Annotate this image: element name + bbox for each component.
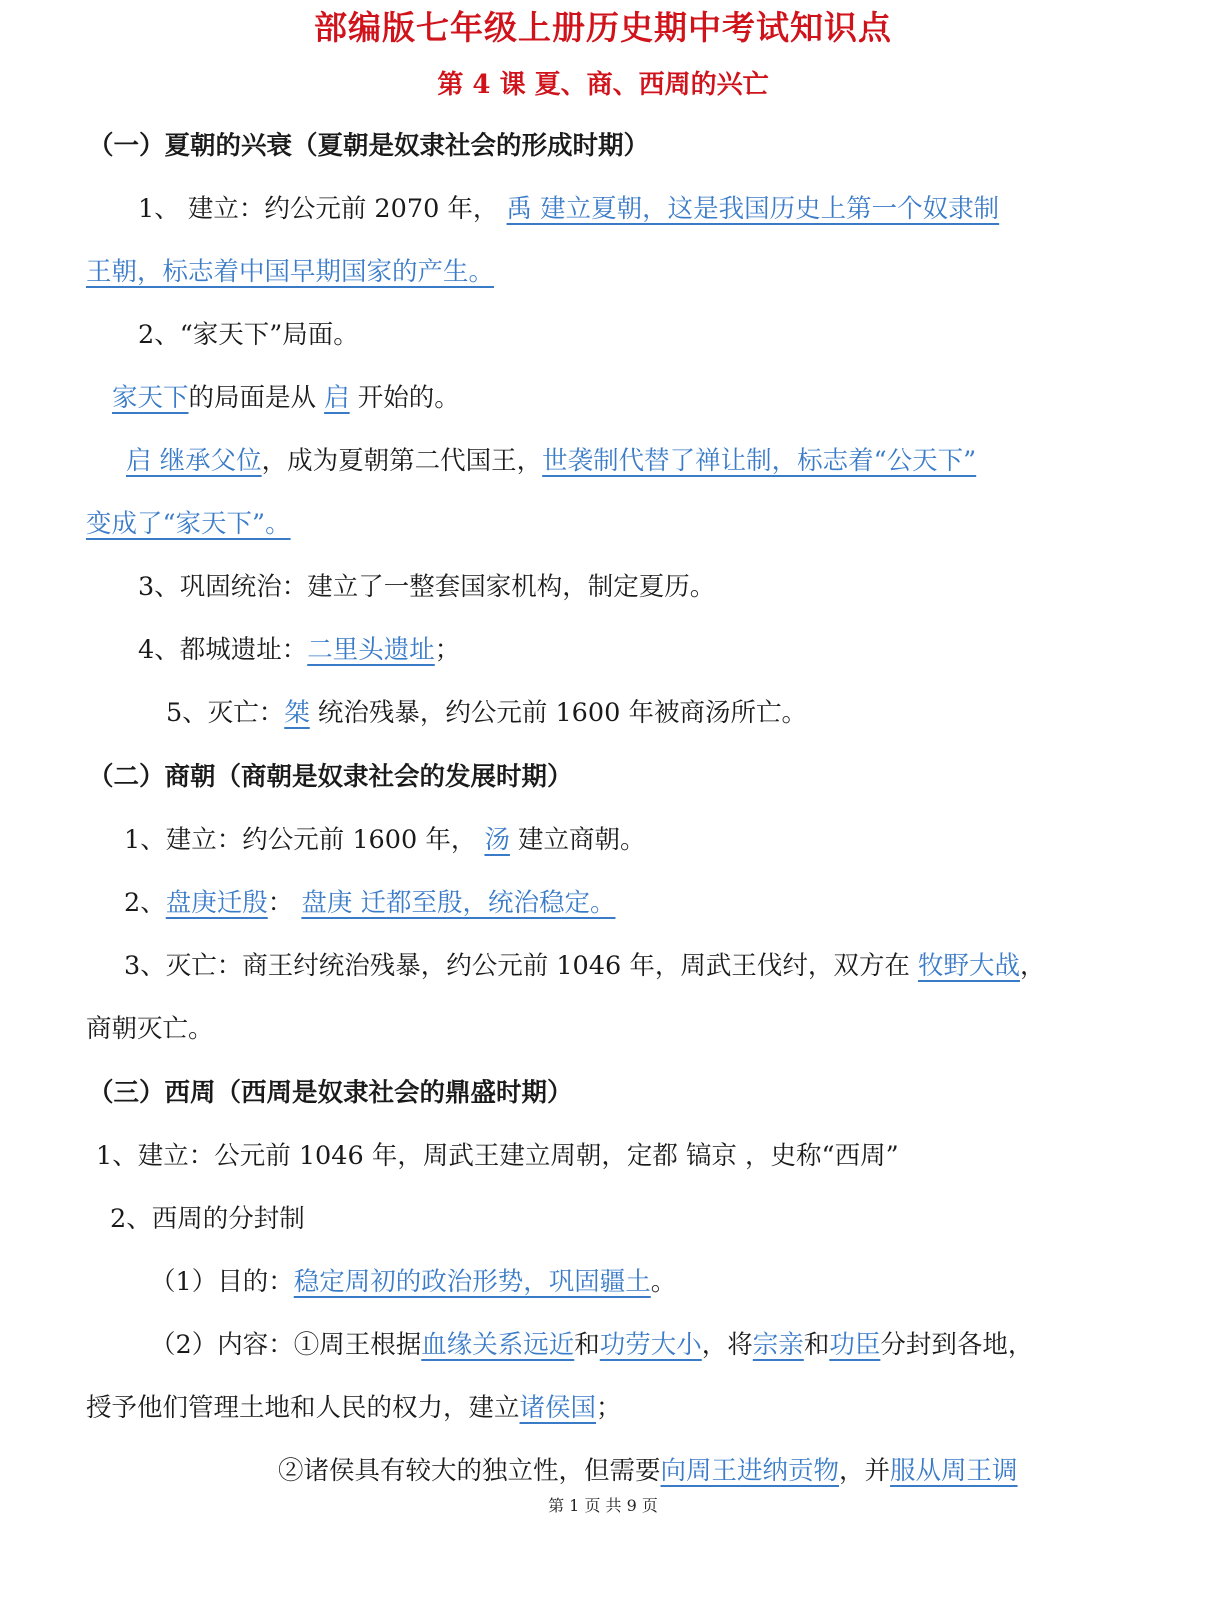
text: 和	[574, 1330, 600, 1360]
section-heading-xizhou: （三）西周（西周是奴隶社会的鼎盛时期）	[88, 1078, 573, 1108]
underlined-answer: 汤	[484, 825, 510, 855]
xia-point-2-detail-2	[126, 445, 976, 477]
underlined-answer: 启 继承父位	[126, 446, 262, 476]
text: 5、灭亡：	[166, 698, 285, 728]
text: 1、 建立：约公元前 2070 年，	[138, 194, 499, 224]
xia-point-5	[166, 697, 807, 729]
shang-point-1	[124, 824, 646, 856]
underlined-answer: 宗亲	[752, 1330, 804, 1360]
text: 4、都城遗址：	[138, 635, 308, 665]
text: 的局面是从	[188, 383, 325, 413]
underlined-answer: 启	[324, 383, 350, 413]
xia-point-4	[138, 634, 460, 666]
text: 开始的。	[349, 383, 460, 413]
text: （1）目的：	[150, 1267, 294, 1297]
text: 统治残暴，约公元前 1600 年被商汤所亡。	[309, 698, 807, 728]
xia-point-3: 3、巩固统治：建立了一整套国家机构，制定夏历。	[138, 572, 716, 602]
underlined-answer: 二里头遗址	[307, 635, 435, 665]
underlined-answer: 牧野大战	[917, 951, 1020, 981]
xizhou-content	[150, 1329, 1033, 1361]
xia-point-1-cont	[86, 256, 494, 288]
xizhou-point-2: 2、西周的分封制	[110, 1204, 305, 1234]
page-footer: 第 1 页 共 9 页	[548, 1496, 658, 1515]
xia-point-2-detail	[112, 382, 460, 414]
text: ，成为夏朝第二代国王，	[261, 446, 543, 476]
underlined-answer: 诸侯国	[519, 1393, 597, 1423]
text: 建立商朝。	[509, 825, 646, 855]
underlined-answer: 血缘关系远近	[421, 1330, 575, 1360]
document-title: 部编版七年级上册历史期中考试知识点	[314, 8, 892, 47]
xizhou-purpose	[150, 1266, 676, 1298]
xia-point-2-detail-2-cont	[86, 508, 291, 540]
underlined-answer: 盘庚 迁都至殷，统治稳定。	[301, 888, 616, 918]
underlined-answer: 服从周王调	[890, 1456, 1018, 1486]
text: （2）内容：①周王根据	[150, 1330, 422, 1360]
lesson-title: 第 4 课 夏、商、西周的兴亡	[437, 70, 769, 100]
xizhou-content-cont	[86, 1392, 622, 1424]
section-heading-shang: （二）商朝（商朝是奴隶社会的发展时期）	[88, 762, 573, 792]
xizhou-content-2	[278, 1455, 1018, 1487]
underlined-answer: 稳定周初的政治形势，巩固疆土	[293, 1267, 651, 1297]
text: ：	[267, 888, 302, 918]
section-heading-xia: （一）夏朝的兴衰（夏朝是奴隶社会的形成时期）	[88, 131, 650, 161]
shang-point-3-cont: 商朝灭亡。	[86, 1014, 214, 1044]
text: 1、建立：约公元前 1600 年，	[124, 825, 485, 855]
text: 3、灭亡：商王纣统治残暴，约公元前 1046 年，周武王伐纣，双方在	[124, 951, 918, 981]
text: ；	[434, 635, 461, 665]
text: ，	[1019, 951, 1046, 981]
underlined-answer: 世袭制代替了禅让制，标志着“公天下”	[542, 446, 977, 476]
text: ，并	[839, 1456, 891, 1486]
underlined-answer: 功臣	[829, 1330, 881, 1360]
text: 和	[803, 1330, 830, 1360]
underlined-answer: 家天下	[112, 383, 189, 413]
text: 。	[650, 1267, 677, 1297]
underlined-answer: 盘庚迁殷	[165, 888, 268, 918]
xizhou-point-1: 1、建立：公元前 1046 年，周武王建立周朝，定都 镐京 ，史称“西周”	[96, 1141, 899, 1171]
underlined-answer: 王朝，标志着中国早期国家的产生。	[86, 257, 495, 287]
text: 2、	[124, 888, 166, 918]
text: ②诸侯具有较大的独立性，但需要	[278, 1456, 661, 1486]
text: 分封到各地，	[880, 1330, 1034, 1360]
underlined-answer: 桀	[284, 698, 310, 728]
xia-point-2: 2、“家天下”局面。	[138, 320, 359, 350]
text: 授予他们管理土地和人民的权力，建立	[86, 1393, 520, 1423]
text: ；	[596, 1393, 622, 1423]
underlined-answer: 向周王进纳贡物	[660, 1456, 840, 1486]
underlined-answer: 禹 建立夏朝，这是我国历史上第一个奴隶制	[506, 194, 1000, 224]
text: ，将	[701, 1330, 753, 1360]
xia-point-1	[138, 193, 999, 225]
underlined-answer: 变成了“家天下”。	[86, 509, 291, 539]
underlined-answer: 功劳大小	[599, 1330, 702, 1360]
shang-point-3	[124, 950, 1045, 982]
shang-point-2	[124, 887, 615, 919]
